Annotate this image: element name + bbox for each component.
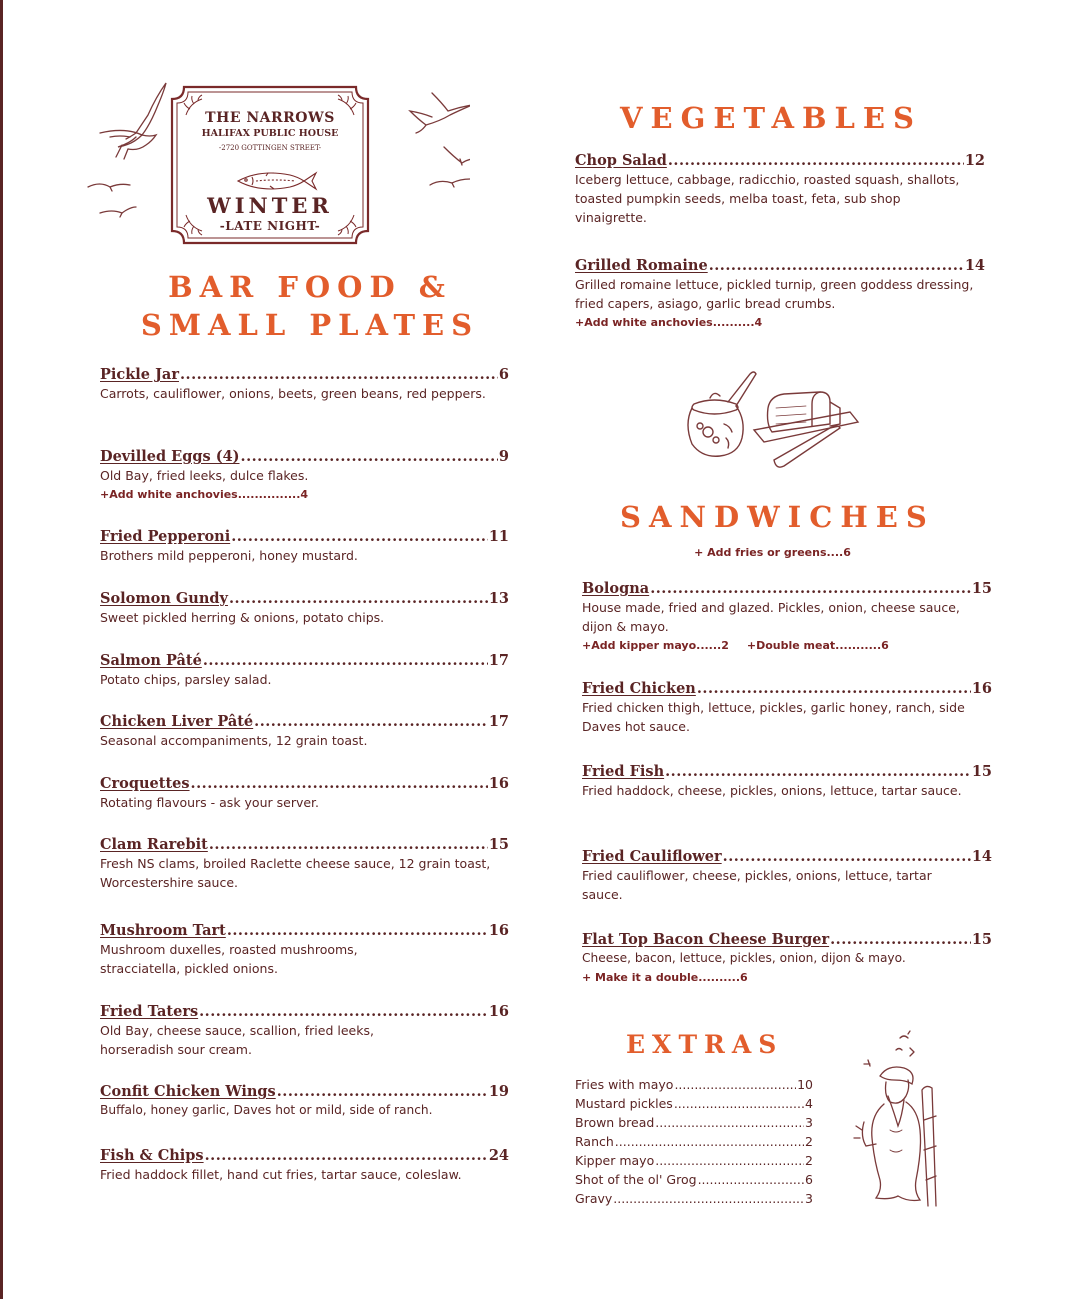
item-price: 17 xyxy=(488,652,509,669)
extras-list xyxy=(575,1075,813,1208)
extras-item-name: Brown bread xyxy=(575,1115,655,1130)
menu-season: WINTER xyxy=(207,193,333,218)
sandwiches-heading: SANDWICHES xyxy=(620,500,935,534)
item-name: Fried Fish xyxy=(582,763,665,780)
dot-leader xyxy=(650,580,971,597)
item-price: 14 xyxy=(964,257,985,274)
extras-item-price: 10 xyxy=(797,1077,813,1092)
extras-item xyxy=(575,1113,813,1132)
item-name: Solomon Gundy xyxy=(100,590,228,607)
item-name: Confit Chicken Wings xyxy=(100,1083,276,1100)
menu-item-croquettes xyxy=(100,775,509,812)
item-description: Iceberg lettuce, cabbage, radicchio, roasted squash, shallots, toasted pumpkin seeds, melba toast, feta, sub shop vinaigrette. xyxy=(575,172,960,225)
jam-jar-and-bread-illustration xyxy=(680,368,865,476)
menu-item-flat-top-bacon-cheese-burger xyxy=(582,931,992,988)
item-description: Fried haddock fillet, hand cut fries, tartar sauce, coleslaw. xyxy=(100,1167,462,1182)
menu-item-fried-fish xyxy=(582,763,992,800)
item-description: Fresh NS clams, broiled Raclette cheese sauce, 12 grain toast, Worcestershire sauce. xyxy=(100,856,491,890)
page-edge-border xyxy=(0,0,3,1299)
item-name: Salmon Pâté xyxy=(100,652,202,669)
old-sailor-illustration xyxy=(850,1030,945,1210)
item-price: 16 xyxy=(488,1003,509,1020)
extras-item-name: Fries with mayo xyxy=(575,1077,674,1092)
addon-price: 4 xyxy=(754,316,763,329)
extras-item xyxy=(575,1170,813,1189)
menu-item-bologna xyxy=(582,580,992,656)
restaurant-logo xyxy=(70,75,470,255)
item-name: Croquettes xyxy=(100,775,190,792)
item-name: Grilled Romaine xyxy=(575,257,708,274)
menu-item-fried-cauliflower xyxy=(582,848,992,904)
menu-item-confit-chicken-wings xyxy=(100,1083,509,1120)
dot-leader xyxy=(697,680,971,697)
extras-item xyxy=(575,1189,813,1208)
menu-item-chicken-liver-pate xyxy=(100,713,509,750)
dot-leader xyxy=(655,1113,804,1132)
item-price: 17 xyxy=(488,713,509,730)
item-name: Pickle Jar xyxy=(100,366,179,383)
item-description: Grilled romaine lettuce, pickled turnip, green goddess dressing, fried capers, asiago, garlic bread crumbs. xyxy=(575,277,974,311)
item-addon: +Add kipper mayo......2 +Double meat...........6 xyxy=(582,639,889,652)
dot-leader xyxy=(613,1189,804,1208)
item-price: 15 xyxy=(971,931,992,948)
dot-leader xyxy=(615,1132,804,1151)
item-description: Mushroom duxelles, roasted mushrooms, stracciatella, pickled onions. xyxy=(100,942,358,976)
addon2-label: +Double meat xyxy=(746,639,836,652)
dot-leader xyxy=(229,590,488,607)
dot-leader xyxy=(205,1147,488,1164)
menu-item-pickle-jar xyxy=(100,366,509,403)
menu-type: -LATE NIGHT- xyxy=(219,219,321,233)
item-description: Buffalo, honey garlic, Daves hot or mild, side of ranch. xyxy=(100,1103,433,1117)
item-price: 15 xyxy=(971,763,992,780)
item-price: 12 xyxy=(964,152,985,169)
item-description: Potato chips, parsley salad. xyxy=(100,672,272,687)
dot-leader xyxy=(191,775,488,792)
extras-item xyxy=(575,1132,813,1151)
item-addon: + Make it a double..........6 xyxy=(582,971,748,984)
extras-heading: EXTRAS xyxy=(626,1030,784,1059)
menu-item-chop-salad xyxy=(575,152,985,227)
dot-leader xyxy=(277,1083,488,1100)
extras-item-price: 4 xyxy=(805,1096,813,1111)
addon-label: +Add white anchovies xyxy=(100,488,238,501)
extras-item-name: Kipper mayo xyxy=(575,1153,655,1168)
dot-leader xyxy=(674,1075,796,1094)
dot-leader xyxy=(709,257,964,274)
extras-item-price: 2 xyxy=(805,1153,813,1168)
item-name: Fried Taters xyxy=(100,1003,199,1020)
menu-item-fried-taters xyxy=(100,1003,509,1059)
menu-item-mushroom-tart xyxy=(100,922,509,978)
dot-leader xyxy=(698,1170,804,1189)
bar-food-heading-line1: BAR FOOD & xyxy=(168,270,452,304)
item-name: Clam Rarebit xyxy=(100,836,208,853)
dot-leader xyxy=(241,448,498,465)
bar-food-heading-line2: SMALL PLATES xyxy=(140,308,480,342)
item-price: 15 xyxy=(488,836,509,853)
dot-leader xyxy=(209,836,488,853)
extras-item-price: 6 xyxy=(805,1172,813,1187)
extras-item-name: Shot of the ol' Grog xyxy=(575,1172,697,1187)
extras-item xyxy=(575,1151,813,1170)
item-price: 15 xyxy=(971,580,992,597)
item-addon: +Add white anchovies...............4 xyxy=(100,488,309,501)
item-price: 16 xyxy=(488,775,509,792)
menu-item-solomon-gundy xyxy=(100,590,509,627)
extras-item-price: 3 xyxy=(805,1191,813,1206)
item-description: Old Bay, fried leeks, dulce flakes. xyxy=(100,468,309,483)
item-name: Chicken Liver Pâté xyxy=(100,713,254,730)
item-price: 9 xyxy=(498,448,509,465)
item-addon: +Add white anchovies..........4 xyxy=(575,316,763,329)
item-description: Rotating flavours - ask your server. xyxy=(100,795,320,810)
item-description: Brothers mild pepperoni, honey mustard. xyxy=(100,548,358,563)
item-price: 11 xyxy=(488,528,509,545)
restaurant-name: THE NARROWS xyxy=(205,110,335,126)
addon-label: +Add white anchovies xyxy=(575,316,713,329)
menu-item-clam-rarebit xyxy=(100,836,509,892)
addon-price: 4 xyxy=(300,488,309,501)
dot-leader xyxy=(203,652,488,669)
extras-item xyxy=(575,1094,813,1113)
item-price: 16 xyxy=(971,680,992,697)
item-name: Bologna xyxy=(582,580,650,597)
dot-leader xyxy=(227,922,488,939)
menu-item-fried-chicken xyxy=(582,680,992,736)
extras-item-name: Ranch xyxy=(575,1134,614,1149)
item-name: Chop Salad xyxy=(575,152,667,169)
menu-item-fish-and-chips xyxy=(100,1147,509,1184)
dot-leader xyxy=(668,152,964,169)
item-price: 19 xyxy=(488,1083,509,1100)
restaurant-address: -2720 GOTTINGEN STREET- xyxy=(218,144,322,152)
item-name: Fried Pepperoni xyxy=(100,528,231,545)
dot-leader xyxy=(674,1094,804,1113)
menu-item-devilled-eggs xyxy=(100,448,509,505)
extras-item-name: Mustard pickles xyxy=(575,1096,673,1111)
item-name: Mushroom Tart xyxy=(100,922,226,939)
item-description: Fried haddock, cheese, pickles, onions, lettuce, tartar sauce. xyxy=(582,783,962,798)
item-price: 13 xyxy=(488,590,509,607)
addon2-price: 6 xyxy=(881,639,889,652)
menu-item-salmon-pate xyxy=(100,652,509,689)
dot-leader xyxy=(665,763,971,780)
dot-leader xyxy=(199,1003,488,1020)
extras-item-name: Gravy xyxy=(575,1191,613,1206)
item-name: Devilled Eggs (4) xyxy=(100,448,240,465)
addon-label: + Make it a double xyxy=(582,971,699,984)
item-price: 6 xyxy=(498,366,509,383)
extras-item-price: 2 xyxy=(805,1134,813,1149)
item-description: Sweet pickled herring & onions, potato chips. xyxy=(100,610,385,625)
extras-item-price: 3 xyxy=(805,1115,813,1130)
extras-item xyxy=(575,1075,813,1094)
dot-leader xyxy=(723,848,971,865)
dot-leader xyxy=(655,1151,804,1170)
menu-item-grilled-romaine xyxy=(575,257,985,333)
item-price: 16 xyxy=(488,922,509,939)
item-description: Fried chicken thigh, lettuce, pickles, garlic honey, ranch, side Daves hot sauce. xyxy=(582,700,965,734)
addon-label: +Add kipper mayo xyxy=(582,639,697,652)
item-name: Fish & Chips xyxy=(100,1147,204,1164)
item-description: Fried cauliflower, cheese, pickles, onions, lettuce, tartar sauce. xyxy=(582,868,932,902)
menu-item-fried-pepperoni xyxy=(100,528,509,565)
restaurant-subtitle: HALIFAX PUBLIC HOUSE xyxy=(201,128,339,139)
dot-leader xyxy=(231,528,488,545)
item-description: Carrots, cauliflower, onions, beets, green beans, red peppers. xyxy=(100,386,486,401)
item-name: Fried Chicken xyxy=(582,680,696,697)
dot-leader xyxy=(180,366,498,383)
dot-leader xyxy=(830,931,971,948)
item-name: Fried Cauliflower xyxy=(582,848,722,865)
item-price: 14 xyxy=(971,848,992,865)
item-price: 24 xyxy=(488,1147,509,1164)
item-description: Seasonal accompaniments, 12 grain toast. xyxy=(100,733,368,748)
item-description: House made, fried and glazed. Pickles, onion, cheese sauce, dijon & mayo. xyxy=(582,600,960,634)
item-description: Cheese, bacon, lettuce, pickles, onion, dijon & mayo. xyxy=(582,951,906,965)
item-description: Old Bay, cheese sauce, scallion, fried leeks, horseradish sour cream. xyxy=(100,1023,374,1057)
dot-leader xyxy=(254,713,488,730)
bar-food-heading xyxy=(100,268,520,344)
sandwiches-side-note: + Add fries or greens....6 xyxy=(694,546,851,559)
addon-price: 2 xyxy=(721,639,729,652)
item-name: Flat Top Bacon Cheese Burger xyxy=(582,931,830,948)
addon-price: 6 xyxy=(740,971,748,984)
vegetables-heading: VEGETABLES xyxy=(620,101,922,135)
